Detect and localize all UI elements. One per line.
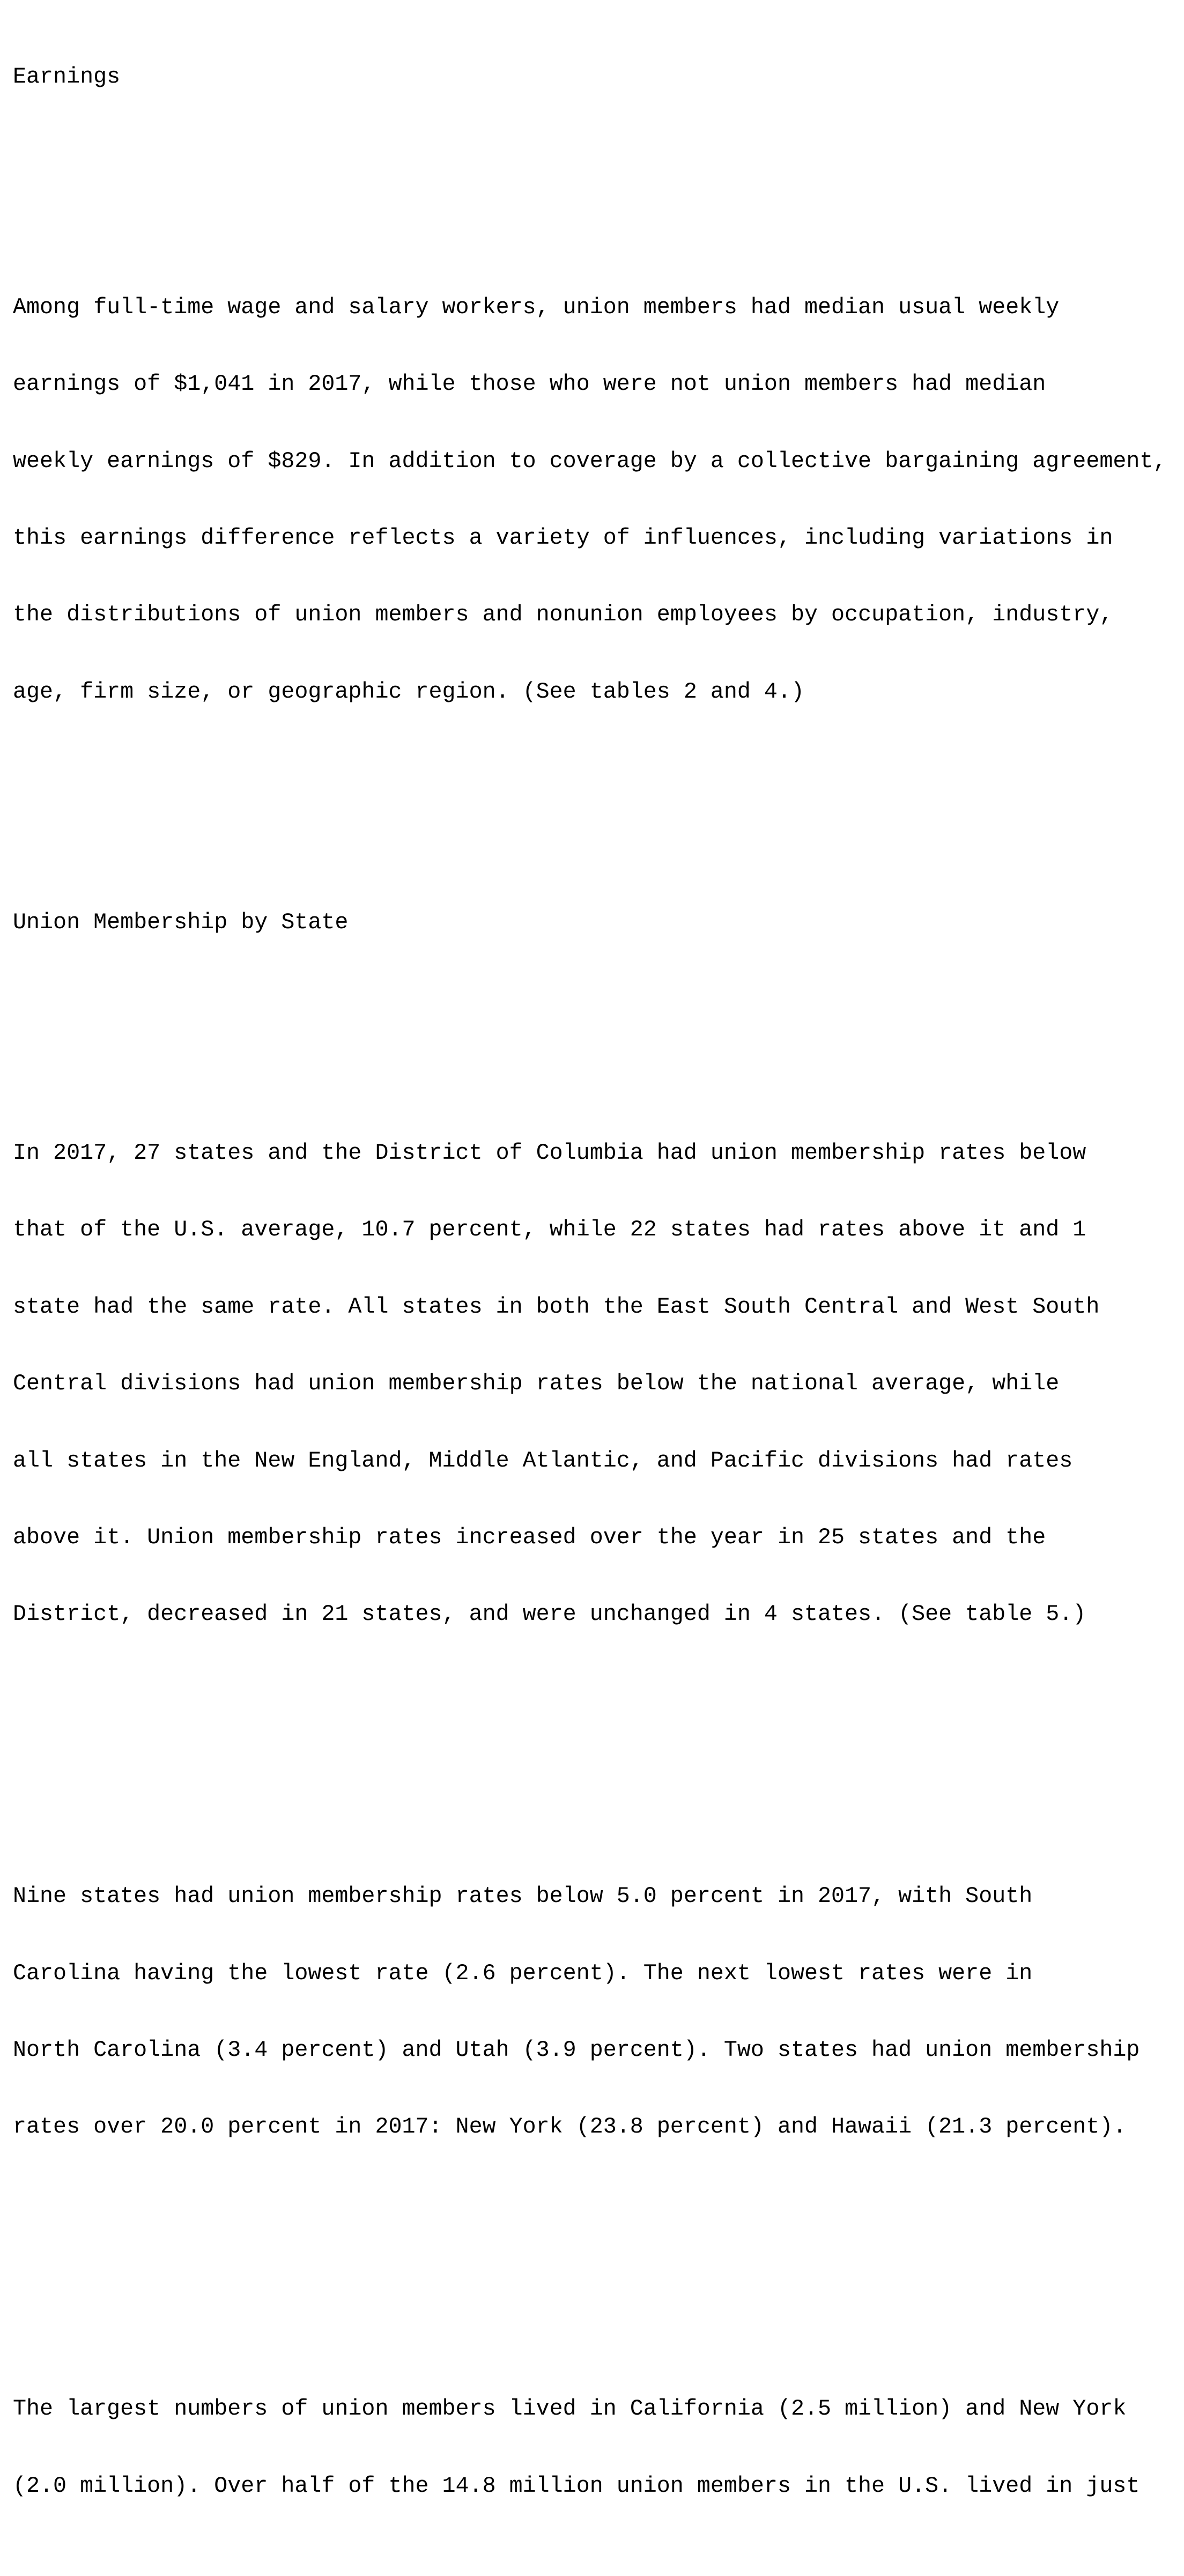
section-heading-union-membership-by-state: Union Membership by State bbox=[13, 909, 349, 935]
text-line: above it. Union membership rates increased over the year in 25 states and the bbox=[13, 1524, 1046, 1551]
text-line: District, decreased in 21 states, and were unchanged in 4 states. (See table 5.) bbox=[13, 1601, 1086, 1627]
state-paragraph-2 bbox=[13, 1833, 1166, 2192]
text-line: this earnings difference reflects a variety of influences, including variations in bbox=[13, 524, 1113, 551]
text-line: In 2017, 27 states and the District of Columbia had union membership rates below bbox=[13, 1140, 1086, 1166]
document-text bbox=[13, 13, 1166, 2576]
text-line: age, firm size, or geographic region. (See tables 2 and 4.) bbox=[13, 678, 804, 705]
text-line: the distributions of union members and nonunion employees by occupation, industry, bbox=[13, 602, 1113, 628]
blank-line bbox=[13, 141, 1166, 167]
text-line: (2.0 million). Over half of the 14.8 million union members in the U.S. lived in just bbox=[13, 2473, 1140, 2499]
text-line: The largest numbers of union members lived in California (2.5 million) and New York bbox=[13, 2396, 1127, 2422]
text-line: rates over 20.0 percent in 2017: New York (23.8 percent) and Hawaii (21.3 percent). bbox=[13, 2114, 1127, 2140]
text-line: Nine states had union membership rates below 5.0 percent in 2017, with South bbox=[13, 1883, 1033, 1909]
blank-line bbox=[13, 808, 1166, 833]
text-line: earnings of $1,041 in 2017, while those who were not union members had median bbox=[13, 371, 1046, 397]
text-line: all states in the New England, Middle Atlantic, and Pacific divisions had rates bbox=[13, 1447, 1073, 1474]
text-line: state had the same rate. All states in both the East South Central and West South bbox=[13, 1293, 1100, 1320]
text-line: Among full-time wage and salary workers, union members had median usual weekly bbox=[13, 294, 1060, 320]
blank-line bbox=[13, 2242, 1166, 2268]
text-line: North Carolina (3.4 percent) and Utah (3.9 percent). Two states had union membership bbox=[13, 2037, 1140, 2063]
state-paragraph-3 bbox=[13, 2345, 1166, 2550]
text-line: Central divisions had union membership rates below the national average, while bbox=[13, 1371, 1060, 1397]
earnings-paragraph bbox=[13, 243, 1166, 756]
text-line: that of the U.S. average, 10.7 percent, while 22 states had rates above it and 1 bbox=[13, 1217, 1086, 1243]
text-line: Carolina having the lowest rate (2.6 percent). The next lowest rates were in bbox=[13, 1960, 1033, 1986]
blank-line bbox=[13, 1730, 1166, 1756]
state-paragraph-1 bbox=[13, 1089, 1166, 1678]
text-line: weekly earnings of $829. In addition to coverage by a collective bargaining agreement, bbox=[13, 448, 1167, 474]
blank-line bbox=[13, 987, 1166, 1012]
section-heading-earnings: Earnings bbox=[13, 63, 121, 90]
